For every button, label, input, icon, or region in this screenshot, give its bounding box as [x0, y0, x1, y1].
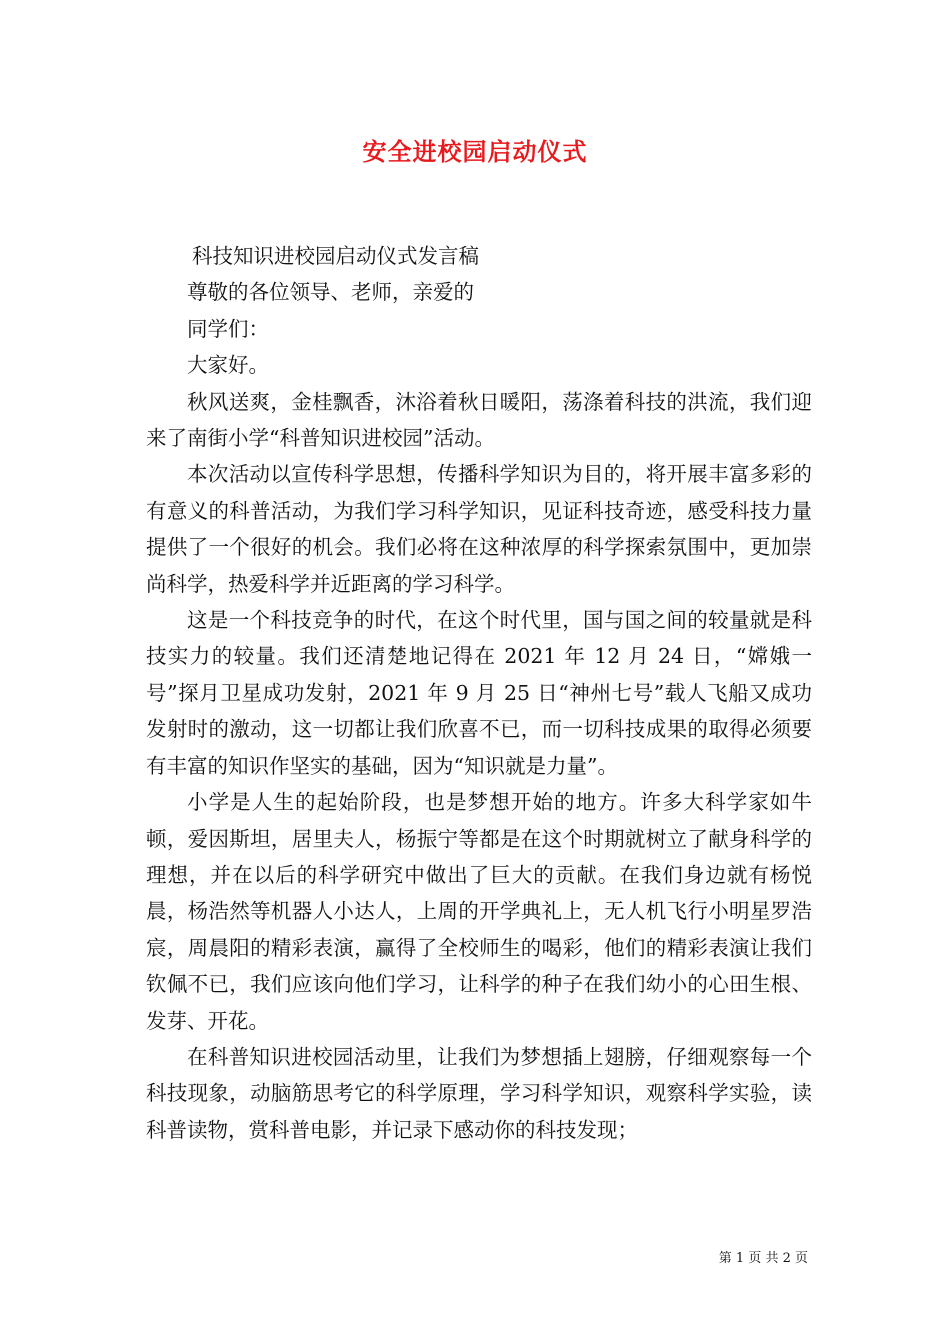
greeting: 大家好。 — [187, 353, 269, 378]
document-body — [146, 238, 812, 1148]
salutation-line-1: 尊敬的各位领导、老师，亲爱的 — [187, 280, 474, 305]
paragraph: 在科普知识进校园活动里，让我们为梦想插上翅膀，仔细观察每一个科技现象，动脑筋思考它的科学原理，学习科学知识，观察科学实验，读科普读物，赏科普电影，并记录下感动你的科技发现； — [146, 1044, 812, 1142]
paragraph: 秋风送爽，金桂飘香，沐浴着秋日暖阳，荡涤着科技的洪流，我们迎来了南街小学“科普知识进校园”活动。 — [146, 389, 812, 451]
paragraph: 本次活动以宣传科学思想，传播科学知识为目的，将开展丰富多彩的有意义的科普活动，为我们学习科学知识，见证科技奇迹，感受科技力量提供了一个很好的机会。我们必将在这种浓厚的科学探索氛围中，更加崇尚科学，热爱科学并近距离的学习科学。 — [146, 462, 812, 596]
paragraph: 这是一个科技竞争的时代，在这个时代里，国与国之间的较量就是科技实力的较量。我们还清楚地记得在 2021 年 12 月 24 日，“嫦娥一号”探月卫星成功发射，2021 年 9 月 25 日“神州七号”载人飞船又成功发射时的激动，这一切都让我们欣喜不已，而一切科技成果的取得必须要有丰富的知识作坚实的基础，因为“知识就是力量”。 — [146, 608, 812, 778]
speech-heading: 科技知识进校园启动仪式发言稿 — [192, 244, 479, 268]
paragraph: 小学是人生的起始阶段，也是梦想开始的地方。许多大科学家如牛顿，爱因斯坦，居里夫人，杨振宁等都是在这个时期就树立了献身科学的理想，并在以后的科学研究中做出了巨大的贡献。在我们身边就有杨悦晨，杨浩然等机器人小达人，上周的开学典礼上，无人机飞行小明星罗浩宸，周晨阳的精彩表演，赢得了全校师生的喝彩，他们的精彩表演让我们钦佩不已，我们应该向他们学习，让科学的种子在我们幼小的心田生根、发芽、开花。 — [146, 790, 812, 1033]
page-title: 安全进校园启动仪式 — [362, 138, 588, 166]
salutation-line-2: 同学们： — [187, 316, 269, 341]
page-number: 第 1 页 共 2 页 — [718, 1251, 808, 1266]
